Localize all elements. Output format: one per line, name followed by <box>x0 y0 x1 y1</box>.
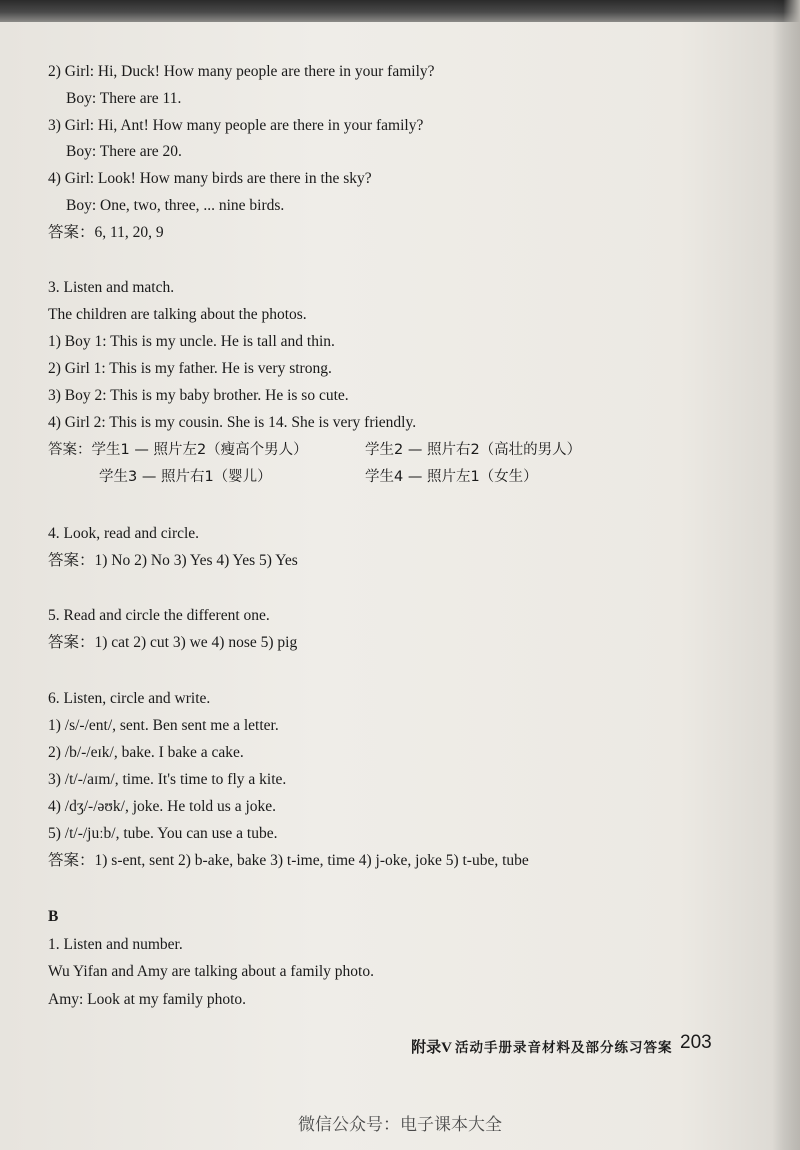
footer-section: 附录V <box>411 1040 452 1056</box>
text-line: 2) /b/-/eɪk/, bake. I bake a cake. <box>48 744 244 761</box>
text-line: 1) /s/-/ent/, sent. Ben sent me a letter. <box>48 717 279 734</box>
text-line: The children are talking about the photos. <box>48 306 307 323</box>
text-line: Boy: One, two, three, ... nine birds. <box>66 197 285 214</box>
answer-line: 答案：1) cat 2) cut 3) we 4) nose 5) pig <box>48 634 298 651</box>
answer-line: 答案：6, 11, 20, 9 <box>48 224 164 241</box>
match-answer: 学生3 — 照片右1（婴儿） <box>99 469 272 485</box>
exercise-heading: 1. Listen and number. <box>48 936 183 953</box>
text-line: Boy: There are 20. <box>66 143 182 160</box>
page-number: 203 <box>680 1032 712 1053</box>
text-line: 3) /t/-/aɪm/, time. It's time to fly a kite. <box>48 771 287 788</box>
watermark-text: 微信公众号：电子课本大全 <box>298 1115 502 1135</box>
exercise-heading: 4. Look, read and circle. <box>48 525 200 542</box>
exercise-heading: 3. Listen and match. <box>48 279 175 296</box>
answer-line: 答案：1) No 2) No 3) Yes 4) Yes 5) Yes <box>48 552 298 569</box>
exercise-heading: 5. Read and circle the different one. <box>48 607 270 624</box>
text-line: 1) Boy 1: This is my uncle. He is tall and thin. <box>48 333 335 350</box>
text-line: 4) Girl: Look! How many birds are there in the sky? <box>48 170 372 187</box>
text-line: 3) Boy 2: This is my baby brother. He is so cute. <box>48 387 349 404</box>
text-line: 5) /t/-/juːb/, tube. You can use a tube. <box>48 825 278 842</box>
text-line: Amy: Look at my family photo. <box>48 991 247 1008</box>
exercise-heading: 6. Listen, circle and write. <box>48 690 211 707</box>
text-line: 2) Girl 1: This is my father. He is very strong. <box>48 360 332 377</box>
match-answer: 答案：学生1 — 照片左2（瘦高个男人） <box>48 442 308 458</box>
section-heading: B <box>48 908 59 925</box>
match-answer: 学生2 — 照片右2（高壮的男人） <box>365 442 582 458</box>
answer-line: 答案：1) s-ent, sent 2) b-ake, bake 3) t-ime, time 4) j-oke, joke 5) t-ube, tube <box>48 852 529 869</box>
text-line: 2) Girl: Hi, Duck! How many people are there in your family? <box>48 63 435 80</box>
text-line: Wu Yifan and Amy are talking about a family photo. <box>48 963 374 980</box>
text-line: 4) /dʒ/-/əʊk/, joke. He told us a joke. <box>48 798 277 815</box>
text-line: Boy: There are 11. <box>66 90 182 107</box>
footer-label: 活动手册录音材料及部分练习答案 <box>455 1040 673 1056</box>
text-line: 4) Girl 2: This is my cousin. She is 14. She is very friendly. <box>48 414 417 431</box>
match-answer: 学生4 — 照片左1（女生） <box>365 469 538 485</box>
text-line: 3) Girl: Hi, Ant! How many people are there in your family? <box>48 117 424 134</box>
